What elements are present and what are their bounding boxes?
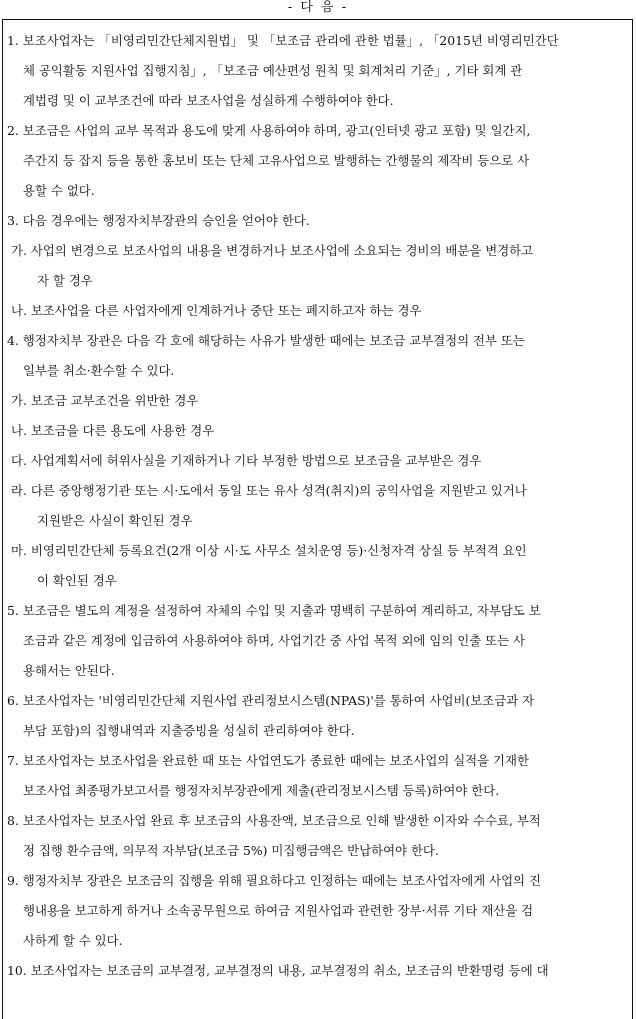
text-line: 조금과 같은 계정에 입금하여 사용하여야 하며, 사업기간 중 사업 목적 외에 임의 인출 또는 사 <box>23 633 525 648</box>
text-line: 6. 보조사업자는 '비영리민간단체 지원사업 관리정보시스템(NPAS)'를 통하여 사업비(보조금과 자 <box>7 693 535 708</box>
text-line: 체 공익활동 지원사업 집행지침」, 「보조금 예산편성 원칙 및 회계처리 기준」, 기타 회계 관 <box>23 63 523 78</box>
text-line: 나. 보조금을 다른 용도에 사용한 경우 <box>11 423 215 438</box>
text-line: 가. 사업의 변경으로 보조사업의 내용을 변경하거나 보조사업에 소요되는 경비의 배분을 변경하고 <box>11 243 534 258</box>
text-line: 나. 보조사업을 다른 사업자에게 인계하거나 중단 또는 폐지하고자 하는 경우 <box>11 303 422 318</box>
text-line: 7. 보조사업자는 보조사업을 완료한 때 또는 사업연도가 종료한 때에는 보조사업의 실적을 기재한 <box>7 753 529 768</box>
text-line: 1. 보조사업자는 「비영리민간단체지원법」 및 「보조금 관리에 관한 법률」, 「2015년 비영리민간단 <box>7 33 559 48</box>
text-line: 부담 포함)의 집행내역과 지출증빙을 성실히 관리하여야 한다. <box>23 723 355 738</box>
section-heading: - 다 음 - <box>287 0 349 15</box>
text-line: 용해서는 안된다. <box>23 663 115 678</box>
text-line: 주간지 등 잡지 등을 통한 홍보비 또는 단체 고유사업으로 발행하는 간행물의 제작비 등으로 사 <box>23 153 530 168</box>
text-line: 10. 보조사업자는 보조금의 교부결정, 교부결정의 내용, 교부결정의 취소, 보조금의 반환명령 등에 대 <box>7 963 549 978</box>
text-line: 행내용을 보고하게 하거나 소속공무원으로 하여금 지원사업과 관련한 장부·서류 기타 재산을 검 <box>23 903 534 918</box>
text-line: 8. 보조사업자는 보조사업 완료 후 보조금의 사용잔액, 보조금으로 인해 발생한 이자와 수수료, 부적 <box>7 813 541 828</box>
text-line: 보조사업 최종평가보고서를 행정자치부장관에게 제출(관리정보시스템 등록)하여야 한다. <box>23 783 500 798</box>
text-line: 사하게 할 수 있다. <box>23 933 123 948</box>
text-line: 자 할 경우 <box>37 273 93 288</box>
text-line: 3. 다음 경우에는 행정자치부장관의 승인을 얻어야 한다. <box>7 213 310 228</box>
text-line: 일부를 취소·환수할 수 있다. <box>23 363 175 378</box>
text-line: 9. 행정자치부 장관은 보조금의 집행을 위해 필요하다고 인정하는 때에는 보조사업자에게 사업의 진 <box>7 873 541 888</box>
text-line: 가. 보조금 교부조건을 위반한 경우 <box>11 393 199 408</box>
text-line: 계법령 및 이 교부조건에 따라 보조사업을 성실하게 수행하여야 한다. <box>23 93 394 108</box>
text-line: 용할 수 없다. <box>23 183 95 198</box>
text-line: 이 확인된 경우 <box>37 573 117 588</box>
text-line: 5. 보조금은 별도의 계정을 설정하여 자체의 수입 및 지출과 명백히 구분하여 계리하고, 자부담도 보 <box>7 603 541 618</box>
text-line: 다. 사업계획서에 허위사실을 기재하거나 기타 부정한 방법으로 보조금을 교부받은 경우 <box>11 453 482 468</box>
text-line: 정 집행 환수금액, 의무적 자부담(보조금 5%) 미집행금액은 반납하여야 한다. <box>23 843 439 858</box>
conditions-box <box>2 19 633 1019</box>
text-line: 라. 다른 중앙행정기관 또는 시·도에서 동일 또는 유사 성격(취지)의 공익사업을 지원받고 있거나 <box>11 483 527 498</box>
text-line: 마. 비영리민간단체 등록요건(2개 이상 시·도 사무소 설치운영 등)·신청자격 상실 등 부적격 요인 <box>11 543 527 558</box>
text-line: 2. 보조금은 사업의 교부 목적과 용도에 맞게 사용하여야 하며, 광고(인터넷 광고 포함) 및 일간지, <box>7 123 531 138</box>
text-line: 4. 행정자치부 장관은 다음 각 호에 해당하는 사유가 발생한 때에는 보조금 교부결정의 전부 또는 <box>7 333 525 348</box>
text-line: 지원받은 사실이 확인된 경우 <box>37 513 193 528</box>
